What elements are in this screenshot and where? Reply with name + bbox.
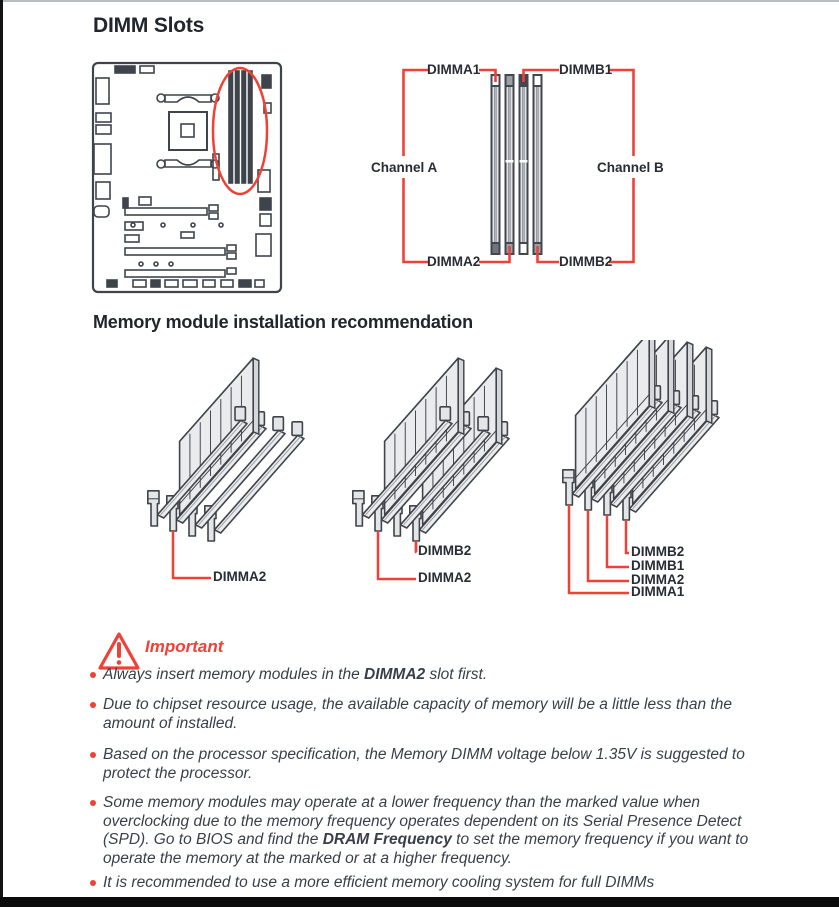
bullet-dot [90, 752, 96, 758]
bullet-dot [90, 672, 96, 678]
bullet-dot [90, 880, 96, 886]
bullet-item: Based on the processor specification, the Memory DIMM voltage below 1.35V is suggested to protect the processor. [90, 746, 766, 783]
page-top-border [0, 0, 839, 2]
label-channel-b: Channel B [597, 160, 664, 175]
install3-label-dimmb1: DIMMB1 [631, 558, 685, 573]
install-diagram-2 [330, 350, 520, 595]
label-dimmb1: DIMMB1 [559, 62, 613, 77]
channel-diagram-slots [491, 75, 543, 254]
install1-label-dimma2: DIMMA2 [213, 569, 267, 584]
bullet-item: Due to chipset resource usage, the available capacity of memory will be a little less than the amount of installed. [90, 696, 766, 733]
install3-label-dimma2: DIMMA2 [631, 572, 685, 587]
motherboard-diagram [85, 58, 290, 296]
callout-dimmb2 [626, 520, 629, 553]
bullet-item: Some memory modules may operate at a lower frequency than the marked value when overclocking due to the memory frequency operates dependent on its Serial Presence Detect (SPD). Go to BIOS and find the DRAM Frequency to set the memory frequency if you want to operate the memory at the marked or at a higher frequency. [90, 794, 766, 868]
important-title: Important [145, 637, 224, 656]
page-bottom-border [0, 897, 839, 907]
dimm-slots [229, 71, 252, 183]
bullet-dot [90, 702, 96, 708]
label-channel-a: Channel A [371, 160, 438, 175]
important-bullets [90, 666, 766, 893]
warning-triangle-icon [97, 629, 141, 671]
install3-label-dimma1: DIMMA1 [631, 584, 685, 599]
section-title: Memory module installation recommendation [93, 312, 473, 332]
label-dimma2: DIMMA2 [427, 254, 481, 269]
label-dimma1: DIMMA1 [427, 62, 481, 77]
bullet-item: Always insert memory modules in the DIMMA2 slot first. [90, 666, 766, 685]
install-diagram-1 [125, 350, 315, 600]
cpu-socket [169, 112, 207, 150]
install2-label-dimmb2: DIMMB2 [418, 543, 472, 558]
bullet-item: It is recommended to use a more efficient memory cooling system for full DIMMs [90, 874, 766, 893]
label-dimmb2: DIMMB2 [559, 254, 613, 269]
install3-label-dimmb2: DIMMB2 [631, 544, 685, 559]
callout-dimma2 [378, 531, 416, 579]
install2-label-dimma2: DIMMA2 [418, 570, 472, 585]
dimm-highlight-ellipse [213, 68, 267, 194]
page-title: DIMM Slots [93, 14, 205, 37]
page-left-border [0, 0, 3, 907]
callout-dimma2 [173, 531, 211, 578]
bullet-dot [90, 800, 96, 806]
